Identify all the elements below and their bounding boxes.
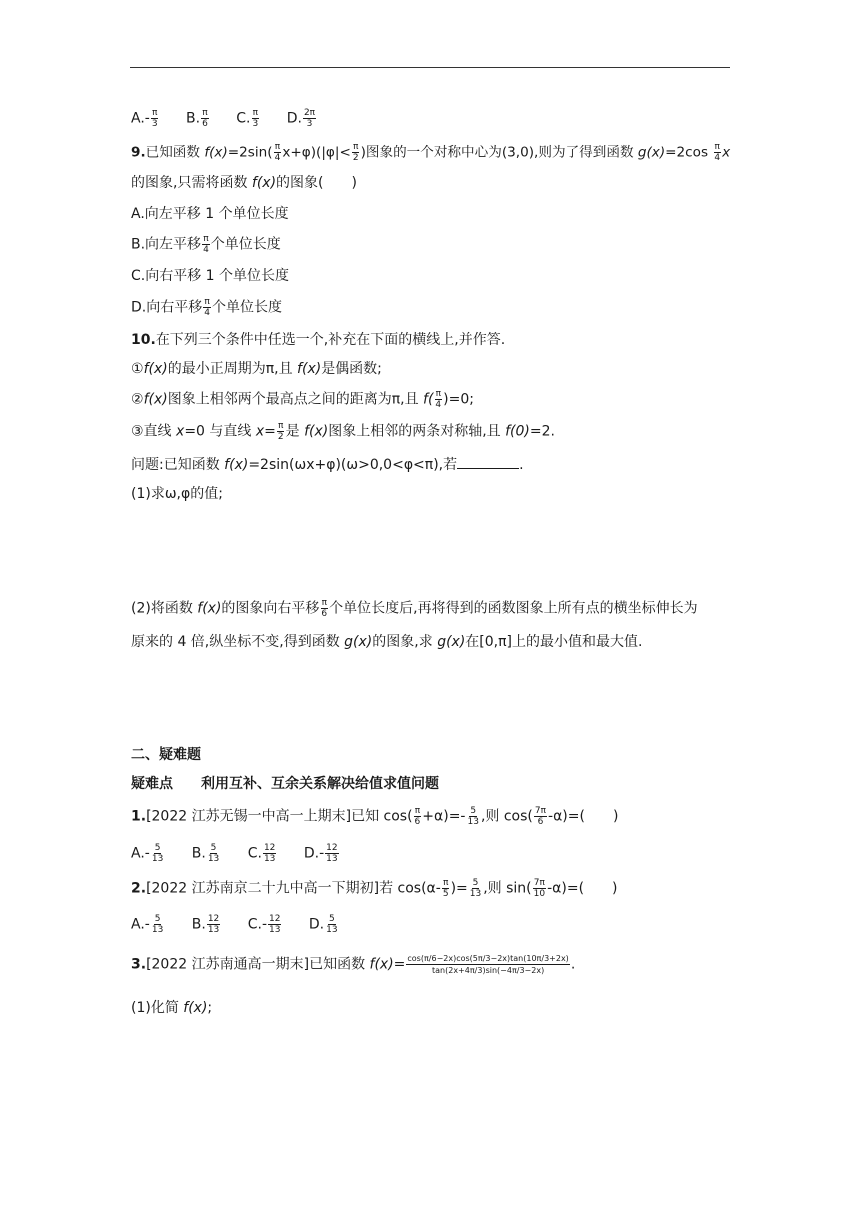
- q8-options: [131, 108, 339, 129]
- fraction-denominator: tan(2x+4π/3)sin(−4π/3−2x): [432, 966, 545, 975]
- fraction: $\frac{5}{13}$: [151, 843, 164, 864]
- q10-part1: (1)求ω,φ的值;: [131, 486, 223, 502]
- fraction: $\frac{\pi}{4}$: [435, 389, 442, 410]
- s2-option[interactable]: B. $\frac{12}{13}$: [191, 914, 220, 935]
- fraction: $\frac{5}{13}$: [326, 914, 338, 935]
- fraction: $\frac{\pi}{4}$: [274, 142, 281, 163]
- fraction: $\frac{12}{13}$: [263, 843, 276, 864]
- s2-option[interactable]: A.- $\frac{5}{13}$: [131, 914, 164, 935]
- fraction: $\frac{\pi}{4}$: [203, 234, 209, 255]
- big-fraction: [406, 953, 569, 976]
- s1-stem: 1.[2022 江苏无锡一中高一上期末]已知 cos( $\frac{\pi}{6}$ +α)=- $\frac{5}{13}$ ,则 cos( $\frac{7\pi}{6}$ -α)=( ): [131, 806, 619, 827]
- fraction: $\frac{12}{13}$: [326, 843, 338, 864]
- s2-options: [131, 914, 362, 935]
- q10-condition-1: ①f(x)的最小正周期为π,且 f(x)是偶函数;: [131, 361, 382, 377]
- q10-intro: 10.在下列三个条件中任选一个,补充在下面的横线上,并作答.: [131, 332, 506, 348]
- q8-option[interactable]: D. $\frac{2\pi}{3}$: [286, 108, 316, 129]
- fraction: $\frac{\pi}{2}$: [352, 142, 359, 163]
- q9-stem-line2: 的图象,只需将函数 f(x)的图象( ): [131, 175, 357, 191]
- q10-part2-line2: 原来的 4 倍,纵坐标不变,得到函数 g(x)的图象,求 g(x)在[0,π]上的最小值和最大值.: [131, 634, 643, 650]
- fraction: $\frac{5}{13}$: [151, 914, 164, 935]
- s1-option[interactable]: D.- $\frac{12}{13}$: [303, 843, 338, 864]
- fraction: $\frac{7\pi}{6}$: [534, 806, 547, 827]
- s1-options: [131, 843, 362, 864]
- q10-part2-line1: (2)将函数 f(x)的图象向右平移 $\frac{\pi}{6}$ 个单位长度后,再将得到的函数图象上所有点的横坐标伸长为: [131, 598, 698, 619]
- fraction-numerator: cos(π/6−2x)cos(5π/3−2x)tan(10π/3+2x): [407, 954, 569, 963]
- s1-option[interactable]: A.- $\frac{5}{13}$: [131, 843, 164, 864]
- fraction: $\frac{12}{13}$: [269, 914, 281, 935]
- s2-option[interactable]: D. $\frac{5}{13}$: [308, 914, 338, 935]
- fraction: $\frac{\pi}{3}$: [151, 108, 158, 129]
- q10-condition-3: ③直线 x=0 与直线 x= $\frac{\pi}{2}$ 是 f(x)图象上相邻的两条对称轴,且 f(0)=2.: [131, 421, 555, 442]
- fraction: $\frac{\pi}{6}$: [321, 598, 328, 619]
- section-title: 二、疑难题: [131, 747, 201, 763]
- s1-option[interactable]: C. $\frac{12}{13}$: [247, 843, 276, 864]
- q9-option-d[interactable]: D.向右平移 $\frac{\pi}{4}$ 个单位长度: [131, 297, 282, 318]
- q9-option-b[interactable]: B.向左平移 $\frac{\pi}{4}$ 个单位长度: [131, 234, 281, 255]
- fraction: $\frac{5}{13}$: [207, 843, 220, 864]
- q9-option-a[interactable]: A.向左平移 1 个单位长度: [131, 206, 289, 222]
- header-rule: [130, 67, 730, 68]
- fraction: $\frac{\pi}{4}$: [714, 142, 721, 163]
- q10-condition-2: ②f(x)图象上相邻两个最高点之间的距离为π,且 f( $\frac{\pi}{4}$ )=0;: [131, 389, 474, 410]
- fraction: $\frac{\pi}{6}$: [202, 108, 208, 129]
- s3-stem: 3.[2022 江苏南通高一期末]已知函数 f(x)= $\frac{\cos(\pi/6-2x)\cos(5\pi/3-2x)\tan(10\pi/3+2x)}{\tan(2x+4\pi/3)\sin(-4\pi/3-2x)}$ .: [131, 954, 576, 975]
- fraction: $\frac{12}{13}$: [207, 914, 220, 935]
- q9-option-c[interactable]: C.向右平移 1 个单位长度: [131, 268, 290, 284]
- q8-option[interactable]: A.- $\frac{\pi}{3}$: [131, 108, 158, 129]
- s1-option[interactable]: B. $\frac{5}{13}$: [191, 843, 220, 864]
- section-subtitle: 疑难点 利用互补、互余关系解决给值求值问题: [131, 776, 439, 792]
- fraction: $\frac{\pi}{5}$: [442, 878, 449, 899]
- q8-option[interactable]: C. $\frac{\pi}{3}$: [236, 108, 259, 129]
- answer-blank[interactable]: [457, 454, 519, 469]
- s3-part1: (1)化简 f(x);: [131, 1000, 213, 1016]
- q8-option[interactable]: B. $\frac{\pi}{6}$: [186, 108, 208, 129]
- fraction: $\frac{5}{13}$: [467, 806, 479, 827]
- fraction: $\frac{2\pi}{3}$: [303, 108, 316, 129]
- fraction: $\frac{\pi}{6}$: [414, 806, 421, 827]
- q10-problem: 问题:已知函数 f(x)=2sin(ωx+φ)(ω>0,0<φ<π),若 .: [131, 454, 524, 475]
- s2-option[interactable]: C.- $\frac{12}{13}$: [247, 914, 281, 935]
- s2-stem: 2.[2022 江苏南京二十九中高一下期初]若 cos(α- $\frac{\pi}{5}$ )= $\frac{5}{13}$ ,则 sin( $\frac{7\pi}{10}$ -α)=( ): [131, 878, 618, 899]
- q9-stem-line1: 9.已知函数 f(x)=2sin( $\frac{\pi}{4}$ x+φ)(|φ|< $\frac{\pi}{2}$ )图象的一个对称中心为(3,0),则为了得到函数 g(x)=2cos $\frac{\pi}{4}$ x: [131, 142, 731, 163]
- fraction: $\frac{\pi}{2}$: [277, 421, 284, 442]
- fraction: $\frac{5}{13}$: [469, 878, 482, 899]
- fraction: $\frac{\pi}{3}$: [252, 108, 259, 129]
- fraction: $\frac{\pi}{4}$: [204, 297, 210, 318]
- fraction: $\frac{7\pi}{10}$: [533, 878, 546, 899]
